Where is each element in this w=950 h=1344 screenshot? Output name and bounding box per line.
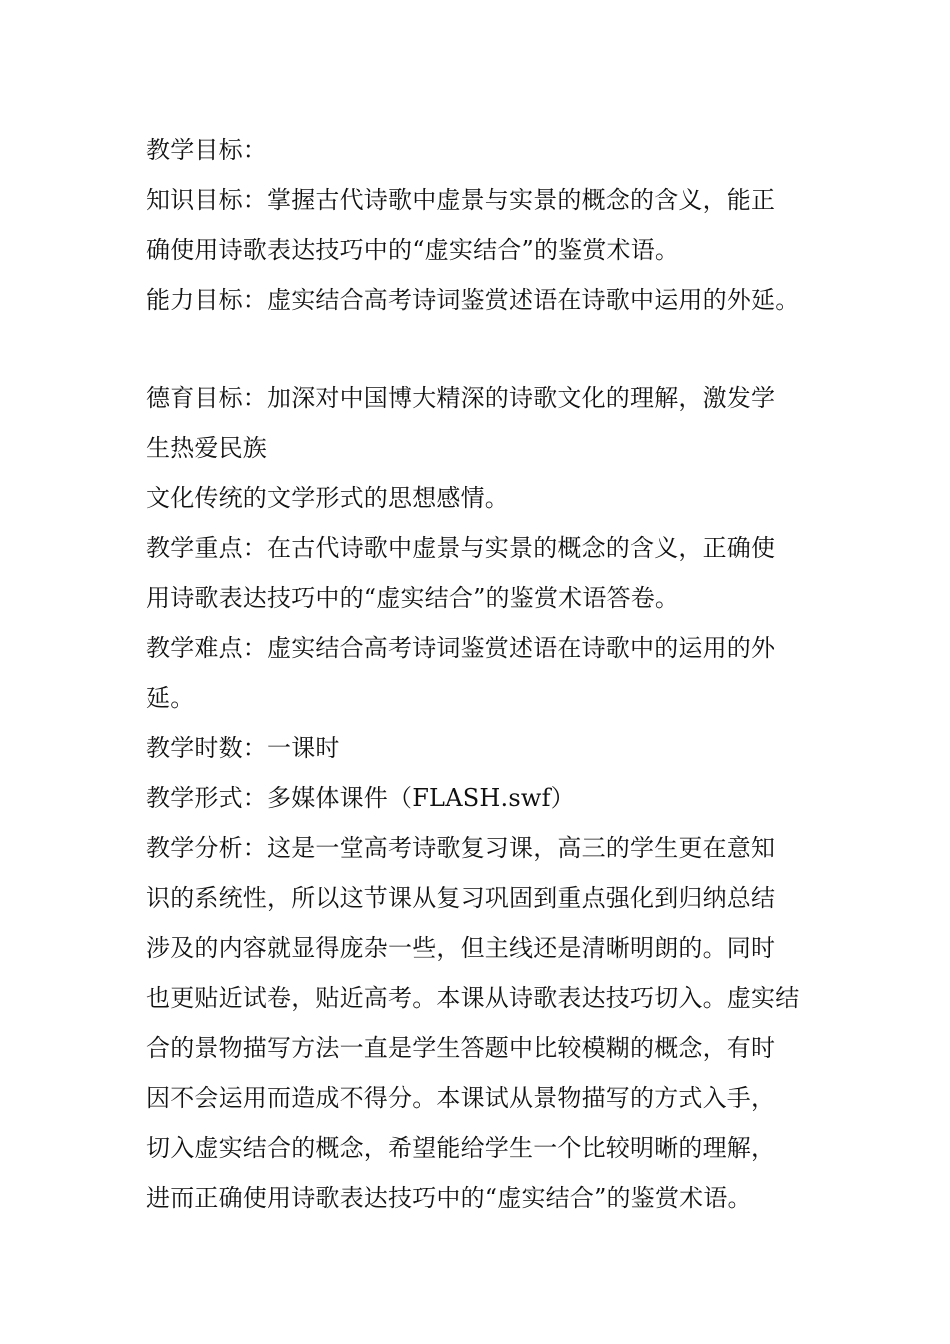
teaching-form-line: 教学形式：多媒体课件（FLASH.swf） xyxy=(146,784,575,812)
knowledge-goal-line-2: 确使用诗歌表达技巧中的“虚实结合”的鉴赏术语。 xyxy=(146,236,680,264)
key-point-line-2: 用诗歌表达技巧中的“虚实结合”的鉴赏术语答卷。 xyxy=(146,584,680,612)
analysis-line-1: 教学分析：这是一堂高考诗歌复习课，高三的学生更在意知 xyxy=(146,834,776,862)
difficulty-line-1: 教学难点：虚实结合高考诗词鉴赏述语在诗歌中的运用的外 xyxy=(146,634,776,662)
moral-goal-line-1: 德育目标：加深对中国博大精深的诗歌文化的理解，激发学 xyxy=(146,384,776,412)
ability-goal-line: 能力目标：虚实结合高考诗词鉴赏述语在诗歌中运用的外延。 xyxy=(146,286,800,314)
analysis-line-5: 合的景物描写方法一直是学生答题中比较模糊的概念，有时 xyxy=(146,1034,776,1062)
moral-goal-line-2: 生热爱民族 xyxy=(146,434,267,462)
analysis-line-8: 进而正确使用诗歌表达技巧中的“虚实结合”的鉴赏术语。 xyxy=(146,1184,752,1212)
analysis-line-7: 切入虚实结合的概念，希望能给学生一个比较明晰的理解， xyxy=(146,1134,776,1162)
key-point-line-1: 教学重点：在古代诗歌中虚景与实景的概念的含义，正确使 xyxy=(146,534,776,562)
analysis-line-4: 也更贴近试卷，贴近高考。本课从诗歌表达技巧切入。虚实结 xyxy=(146,984,800,1012)
moral-goal-line-3: 文化传统的文学形式的思想感情。 xyxy=(146,484,509,512)
analysis-line-6: 因不会运用而造成不得分。本课试从景物描写的方式入手， xyxy=(146,1084,776,1112)
analysis-line-3: 涉及的内容就显得庞杂一些，但主线还是清晰明朗的。同时 xyxy=(146,934,776,962)
knowledge-goal-line-1: 知识目标：掌握古代诗歌中虚景与实景的概念的含义，能正 xyxy=(146,186,776,214)
heading-teaching-goals: 教学目标： xyxy=(146,136,267,164)
class-hours-line: 教学时数：一课时 xyxy=(146,734,340,762)
difficulty-line-2: 延。 xyxy=(146,684,195,712)
analysis-line-2: 识的系统性，所以这节课从复习巩固到重点强化到归纳总结 xyxy=(146,884,776,912)
